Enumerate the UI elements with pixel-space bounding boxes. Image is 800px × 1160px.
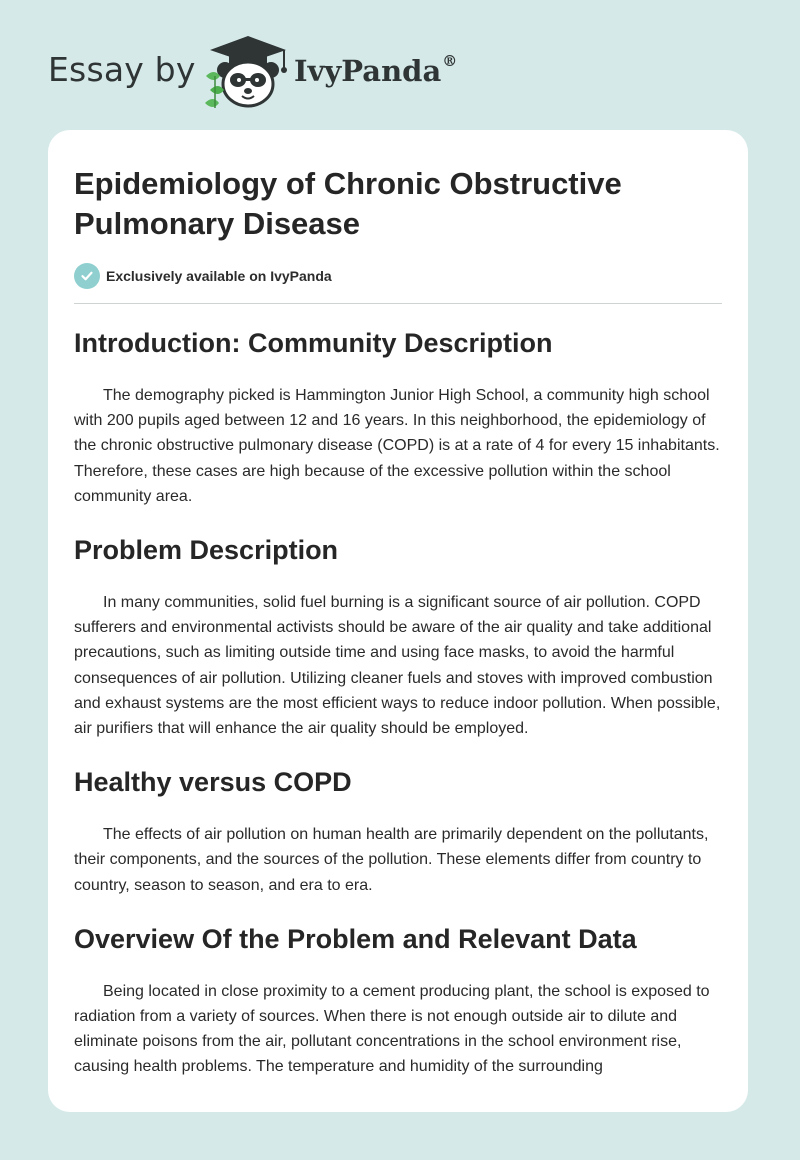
exclusive-text: Exclusively available on IvyPanda [106, 268, 332, 284]
section-heading: Overview Of the Problem and Relevant Data [74, 923, 637, 954]
section-problem-description [74, 533, 722, 741]
essay-title: Epidemiology of Chronic Obstructive Pulmonary Disease [74, 166, 622, 241]
section-healthy-versus-copd [74, 765, 722, 898]
brand-name-text: IvyPanda [294, 54, 442, 88]
title-divider [74, 303, 722, 304]
registered-mark: ® [442, 52, 458, 70]
ivypanda-logo-icon[interactable] [202, 30, 294, 110]
exclusive-badge [74, 262, 722, 290]
brand-name [294, 54, 457, 88]
brand-prefix: Essay by [48, 50, 196, 89]
check-icon [74, 263, 100, 289]
section-heading: Introduction: Community Description [74, 328, 553, 358]
section-paragraph: The effects of air pollution on human health are primarily dependent on the pollutants, their components, and the sources of the pollution. These elements differ from country to country, season to season, and era to era. [74, 826, 709, 894]
section-overview [74, 922, 722, 1080]
essay-card [48, 130, 748, 1112]
section-introduction [74, 326, 722, 509]
section-heading: Problem Description [74, 535, 339, 566]
section-paragraph: Being located in close proximity to a cement producing plant, the school is exposed to radiation from a variety of sources. When there is not enough outside air to dilute and eliminate poisons from the air, pollutant concentrations in the school environment rise, causing health problems. The temperature and humidity of the surrounding [74, 982, 710, 1076]
brand-header [48, 30, 478, 110]
section-paragraph: In many communities, solid fuel burning is a significant source of air pollution. COPD sufferers and environmental activists should be aware of the air quality and take additional precautions, such as limiting outside time and using face masks, to avoid the harmful consequences of air pollution. Utilizing cleaner fuels and stoves with improved combustion and exhaust systems are the most efficient ways to reduce indoor pollution. When possible, air purifiers that will enhance the air quality should be employed. [74, 594, 721, 738]
section-paragraph: The demography picked is Hammington Junior High School, a community high school with 200 pupils aged between 12 and 16 years. In this neighborhood, the epidemiology of the chronic obstructive pulmonary disease (COPD) is at a rate of 4 for every 15 inhabitants. Therefore, these cases are high because of the excessive pollution within the school community area. [74, 387, 720, 505]
section-heading: Healthy versus COPD [74, 767, 352, 798]
